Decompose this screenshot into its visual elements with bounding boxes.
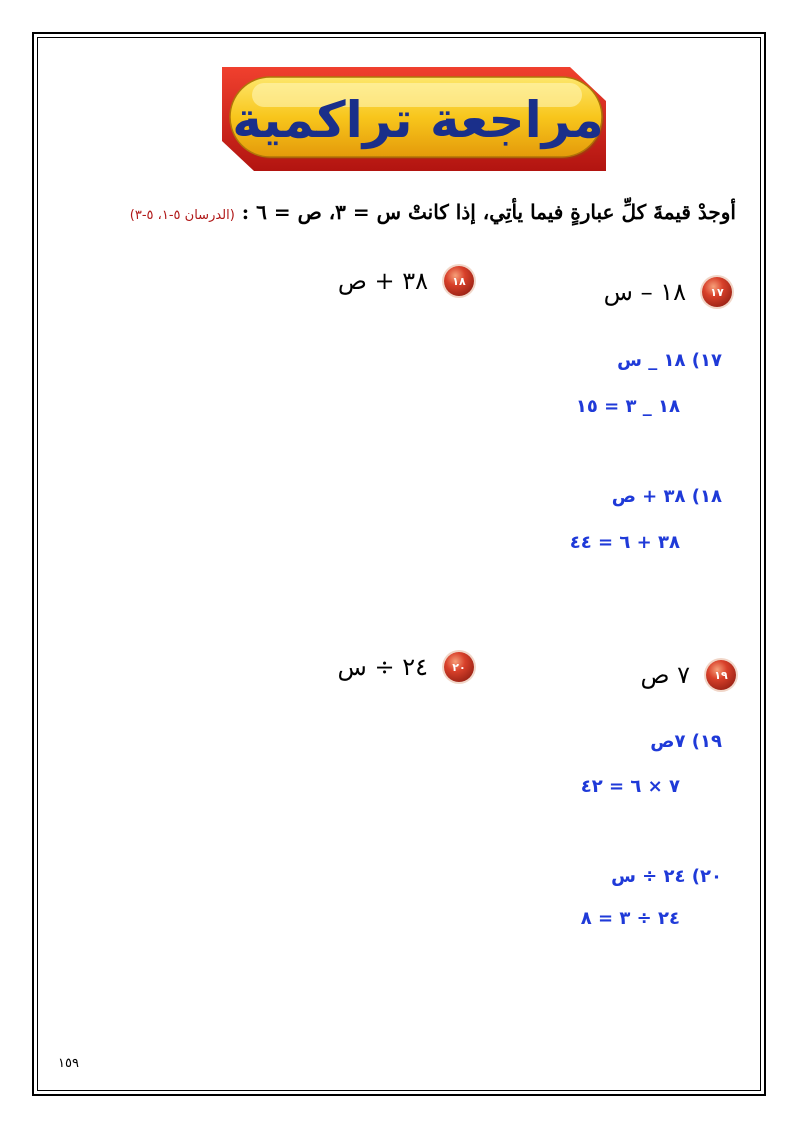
page-number: ١٥٩ — [58, 1056, 79, 1071]
exercise-expression: ١٨ – س — [603, 278, 686, 306]
answer-18-work: ٣٨ + ٦ = ٤٤ — [569, 532, 680, 553]
page-border-inner — [37, 37, 761, 1091]
exercise-expression: ٢٤ ÷ س — [337, 653, 428, 681]
answer-19-work: ٧ × ٦ = ٤٢ — [580, 776, 680, 797]
exercise-number-badge: ١٩ — [706, 660, 736, 690]
exercise-number-badge: ٢٠ — [444, 652, 474, 682]
exercise-expression: ٧ ص — [640, 661, 690, 689]
answer-19-label: ١٩) ٧ص — [650, 731, 722, 752]
exercise-20 — [338, 652, 474, 682]
answer-17-label: ١٧) ١٨ _ س — [617, 350, 722, 371]
answer-17-work: ١٨ _ ٣ = ١٥ — [575, 396, 680, 417]
exercise-18 — [338, 266, 474, 296]
answer-20-label: ٢٠) ٢٤ ÷ س — [611, 866, 722, 887]
instruction-main: أوجدْ قيمةَ كلِّ عبارةٍ فيما يأتِي، إذا كانتْ س = ٣، ص = ٦ : — [241, 200, 736, 224]
answer-20-work: ٢٤ ÷ ٣ = ٨ — [580, 908, 680, 929]
exercise-expression: ٣٨ + ص — [337, 267, 428, 295]
exercise-number-badge: ١٨ — [444, 266, 474, 296]
answer-18-label: ١٨) ٣٨ + ص — [611, 486, 722, 507]
exercise-19 — [640, 660, 736, 690]
exercise-17 — [604, 277, 732, 307]
lessons-reference: (الدرسان ٥-١، ٥-٣) — [129, 208, 235, 223]
instruction-text — [46, 200, 736, 224]
exercise-number-badge: ١٧ — [702, 277, 732, 307]
page-title: مراجعة تراكمية — [232, 91, 604, 149]
